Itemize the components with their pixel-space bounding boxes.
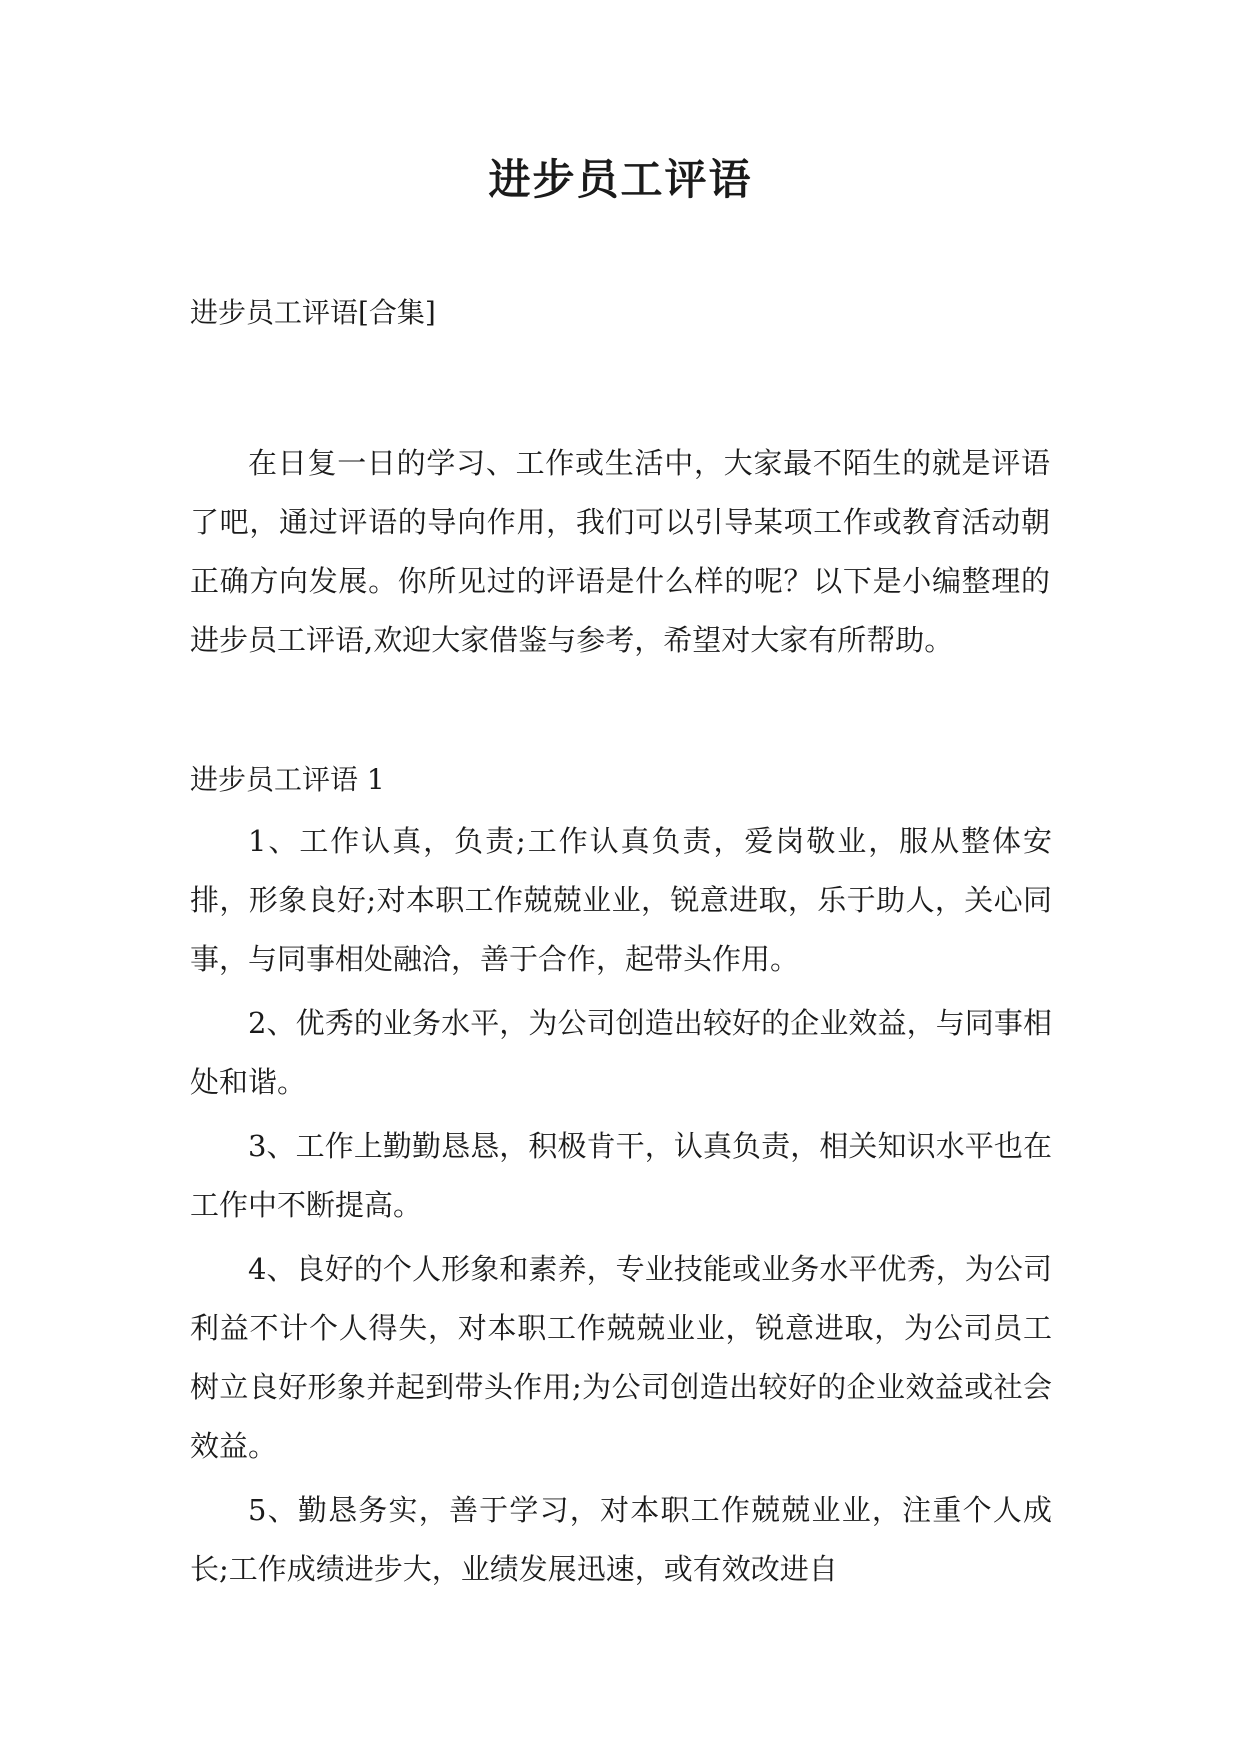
evaluation-item-5: 5、勤恳务实，善于学习，对本职工作兢兢业业，注重个人成长;工作成绩进步大，业绩发展迅速，或有效改进自: [190, 1493, 1052, 1586]
evaluation-item-1: 1、工作认真，负责;工作认真负责，爱岗敬业，服从整体安排，形象良好;对本职工作兢兢业业，锐意进取，乐于助人，关心同事，与同事相处融洽，善于合作，起带头作用。: [190, 824, 1052, 976]
document-title: 进步员工评语: [488, 155, 753, 204]
evaluation-item-3: 3、工作上勤勤恳恳，积极肯干，认真负责，相关知识水平也在工作中不断提高。: [190, 1129, 1052, 1222]
document-subtitle: 进步员工评语[合集]: [190, 296, 436, 329]
section-heading: 进步员工评语 1: [190, 763, 385, 796]
evaluation-item-4: 4、良好的个人形象和素养，专业技能或业务水平优秀，为公司利益不计个人得失，对本职工作兢兢业业，锐意进取，为公司员工树立良好形象并起到带头作用;为公司创造出较好的企业效益或社会效益。: [190, 1252, 1052, 1463]
evaluation-list: [190, 812, 1052, 1604]
evaluation-item-2: 2、优秀的业务水平，为公司创造出较好的企业效益，与同事相处和谐。: [190, 1006, 1052, 1099]
intro-paragraph: 在日复一日的学习、工作或生活中，大家最不陌生的就是评语了吧，通过评语的导向作用，我们可以引导某项工作或教育活动朝正确方向发展。你所见过的评语是什么样的呢？以下是小编整理的进步员工评语,欢迎大家借鉴与参考，希望对大家有所帮助。: [190, 446, 1050, 657]
